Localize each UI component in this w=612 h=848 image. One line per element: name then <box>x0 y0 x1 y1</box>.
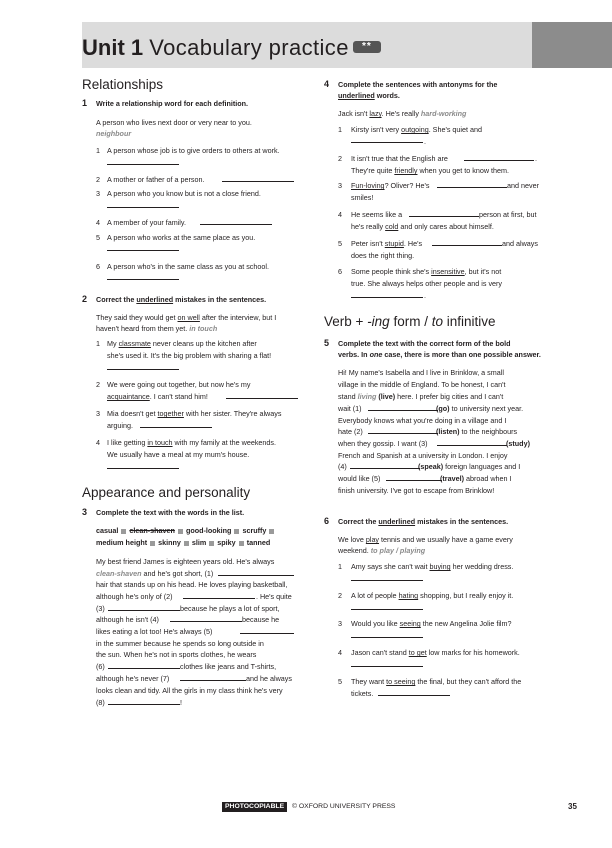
answer-line[interactable] <box>378 695 450 696</box>
text-line: in the summer because he spends so long outside in <box>96 639 264 648</box>
text-line: clothes like jeans and T-shirts, <box>180 662 277 671</box>
answer-line[interactable] <box>351 637 423 638</box>
item-number: 2 <box>96 175 100 184</box>
text-line: (4) <box>338 462 347 471</box>
item-text-cont: person at first, but <box>479 210 537 219</box>
exercise-number: 5 <box>324 338 330 348</box>
answer-line[interactable] <box>351 297 423 298</box>
text-line: although he's only of (2) <box>96 592 173 601</box>
text-line: (listen) to the neighbours <box>436 427 518 436</box>
item-text: Some people think she's insensitive, but it's not <box>351 267 502 276</box>
item-number: 5 <box>96 233 100 242</box>
text-line: would like (5) <box>338 474 381 483</box>
answer-line-4[interactable] <box>170 621 242 622</box>
exercise-number: 1 <box>82 98 88 108</box>
item-text: Mia doesn't get together with her sister. They're always <box>107 409 282 418</box>
text-line: hate (2) <box>338 427 363 436</box>
example-sentence: They said they would get on well after the interview, but I <box>96 313 277 322</box>
item-number: 6 <box>96 262 100 271</box>
answer-line[interactable] <box>107 164 179 165</box>
item-number: 2 <box>96 380 100 389</box>
item-text: Fun-loving? Oliver? He's <box>351 181 430 190</box>
answer-line[interactable] <box>107 207 179 208</box>
answer-line[interactable] <box>140 427 212 428</box>
example-sentence-cont: haven't heard from them yet. in touch <box>96 324 218 333</box>
unit-title <box>82 36 381 60</box>
text-line: although he's never (7) <box>96 674 170 683</box>
text-line: stand living (live) here. I prefer big cities and I can't <box>338 392 504 401</box>
item-text-cont: They're quite friendly when you get to know them. <box>351 166 509 175</box>
text-line: (speak) foreign languages and I <box>418 462 521 471</box>
exercise-instruction-cont: verbs. In one case, there is more than one possible answer. <box>338 350 541 359</box>
text-line: village in the middle of England. To be honest, I can't <box>338 380 506 389</box>
item-number: 4 <box>338 210 342 219</box>
section-title-verb-forms: Verb + -ing form / to infinitive <box>324 314 496 329</box>
item-text: A mother or father of a person. <box>107 175 205 184</box>
answer-line-8[interactable] <box>108 704 180 705</box>
example-answer: to play / playing <box>370 546 426 555</box>
item-text-cont: true. She always helps other people and is very <box>351 279 503 288</box>
answer-line[interactable] <box>351 666 423 667</box>
item-text: I like getting in touch with my family at the weekends. <box>107 438 277 447</box>
answer-line[interactable] <box>222 181 294 182</box>
exercise-instruction: Complete the sentences with antonyms for the <box>338 80 498 89</box>
text-line: (3) <box>96 604 105 613</box>
level-badge: ** <box>353 41 381 53</box>
item-text-cont: arguing. <box>107 421 133 430</box>
item-text: A member of your family. <box>107 218 186 227</box>
exercise-instruction: Correct the underlined mistakes in the sentences. <box>338 517 509 526</box>
answer-line[interactable] <box>432 245 502 246</box>
text-line: (6) <box>96 662 105 671</box>
item-text: They want to seeing the final, but they can't afford the <box>351 677 522 686</box>
page-number: 35 <box>568 802 577 811</box>
answer-line-1[interactable] <box>368 410 438 411</box>
example-answer: neighbour <box>96 129 132 138</box>
item-number: 1 <box>96 339 100 348</box>
item-number: 5 <box>338 239 342 248</box>
answer-line[interactable] <box>351 580 423 581</box>
answer-line[interactable] <box>437 187 507 188</box>
text-line: ! <box>180 698 182 707</box>
exercise-instruction: Write a relationship word for each definition. <box>96 99 249 108</box>
answer-line-2[interactable] <box>183 598 255 599</box>
text-line: finish university. I've got to escape from Brinklow! <box>338 486 495 495</box>
exercise-number: 3 <box>82 507 88 517</box>
text-line: My best friend James is eighteen years old. He's always <box>96 557 275 566</box>
answer-line[interactable] <box>464 160 534 161</box>
answer-line-3[interactable] <box>108 610 180 611</box>
item-text: A person who works at the same place as you. <box>107 233 256 242</box>
item-text: My classmate never cleans up the kitchen after <box>107 339 257 348</box>
item-text: A lot of people hating shopping, but I really enjoy it. <box>351 591 514 600</box>
text-line: hair that stands up on his head. He loves playing basketball, <box>96 580 288 589</box>
answer-line-5[interactable] <box>240 633 294 634</box>
item-number: 4 <box>338 648 342 657</box>
item-number: 5 <box>338 677 342 686</box>
example-sentence: A person who lives next door or very near to you. <box>96 118 252 127</box>
item-text-cont: and always <box>502 239 538 248</box>
item-text-cont: We usually have a meal at my mum's house. <box>107 450 250 459</box>
text-line: (go) to university next year. <box>436 404 524 413</box>
item-text: Jason can't stand to get low marks for his homework. <box>351 648 520 657</box>
unit-title-text: Vocabulary practice <box>149 35 349 60</box>
photocopiable-label: PHOTOCOPIABLE <box>222 802 287 812</box>
item-number: 2 <box>338 591 342 600</box>
exercise-instruction-cont: underlined words. <box>338 91 400 100</box>
text-line: when they gossip. I want (3) <box>338 439 428 448</box>
word-list-cont: medium height skinny slim spiky tanned <box>96 538 271 547</box>
example-sentence: We love play tennis and we usually have a game every <box>338 535 513 544</box>
exercise-number: 4 <box>324 79 330 89</box>
item-text: Peter isn't stupid. He's <box>351 239 423 248</box>
answer-line[interactable] <box>107 279 179 280</box>
item-text-cont: acquaintance. I can't stand him! <box>107 392 208 401</box>
unit-number: Unit 1 <box>82 35 144 60</box>
exercise-number: 6 <box>324 516 330 526</box>
item-text: Kirsty isn't very outgoing. She's quiet and <box>351 125 483 134</box>
publisher-credit: © OXFORD UNIVERSITY PRESS <box>292 803 396 810</box>
answer-line[interactable] <box>226 398 298 399</box>
answer-line-2[interactable] <box>368 433 438 434</box>
item-text: Would you like seeing the new Angelina Jolie film? <box>351 619 512 628</box>
item-text-cont: and never <box>507 181 539 190</box>
exercise-instruction: Complete the text with the correct form of the bold <box>338 339 511 348</box>
text-line: clean-shaven and he's got short, (1) <box>96 569 214 578</box>
text-line: . He's quite <box>256 592 292 601</box>
answer-line[interactable] <box>107 468 179 469</box>
item-number: 1 <box>338 562 342 571</box>
item-number: 2 <box>338 154 342 163</box>
answer-line[interactable] <box>107 250 179 251</box>
exercise-instruction: Complete the text with the words in the list. <box>96 508 245 517</box>
text-line: the sun. When he's not in sports clothes, he wears <box>96 650 257 659</box>
item-text: It isn't true that the English are <box>351 154 448 163</box>
item-text: A person who you know but is not a close friend. <box>107 189 261 198</box>
text-line: although he isn't (4) <box>96 615 159 624</box>
item-text: A person who's in the same class as you at school. <box>107 262 269 271</box>
unit-header-tab <box>532 22 612 68</box>
answer-line-4[interactable] <box>350 468 420 469</box>
example-sentence-cont: weekend. to play / playing <box>338 546 426 555</box>
answer-line-6[interactable] <box>108 668 180 669</box>
text-line: because he <box>242 615 280 624</box>
item-text: He seems like a <box>351 210 403 219</box>
item-text-cont: tickets. <box>351 689 374 698</box>
answer-line[interactable] <box>409 216 479 217</box>
answer-line[interactable] <box>107 369 179 370</box>
text-line: and he always <box>246 674 292 683</box>
item-number: 3 <box>96 189 100 198</box>
item-number: 1 <box>96 146 100 155</box>
answer-line-3[interactable] <box>437 445 507 446</box>
item-text: We were going out together, but now he's my <box>107 380 251 389</box>
item-text-cont: smiles! <box>351 193 374 202</box>
answer-line[interactable] <box>351 142 423 143</box>
exercise-instruction: Correct the underlined mistakes in the sentences. <box>96 295 267 304</box>
text-line: likes eating a lot too! He's always (5) <box>96 627 213 636</box>
example-answer: hard-working <box>420 109 467 118</box>
text-line: French and Spanish at a university in London. I enjoy <box>338 451 508 460</box>
item-text-cont: he's really cold and only cares about himself. <box>351 222 494 231</box>
item-text: Amy says she can't wait buying her wedding dress. <box>351 562 514 571</box>
text-line: (study) <box>506 439 530 448</box>
text-line: (travel) abroad when I <box>440 474 512 483</box>
item-text-cont: does the right thing. <box>351 251 415 260</box>
item-number: 1 <box>338 125 342 134</box>
example-sentence: Jack isn't lazy. He's really hard-working <box>338 109 467 118</box>
answer-line[interactable] <box>351 609 423 610</box>
example-answer: in touch <box>189 324 218 333</box>
answer-line-5[interactable] <box>386 480 442 481</box>
answer-line[interactable] <box>200 224 272 225</box>
item-number: 4 <box>96 438 100 447</box>
answer-line-1[interactable] <box>218 575 294 576</box>
item-number: 3 <box>338 619 342 628</box>
item-text: A person whose job is to give orders to others at work. <box>107 146 280 155</box>
text-line: Hi! My name's Isabella and I live in Brinklow, a small <box>338 368 504 377</box>
word-list: casual clean-shaven good-looking scruffy <box>96 525 277 537</box>
exercise-number: 2 <box>82 294 88 304</box>
section-title-relationships: Relationships <box>82 77 164 92</box>
section-title-appearance: Appearance and personality <box>82 485 251 500</box>
item-text-cont: she's used it. It's the big problem with sharing a flat! <box>107 351 272 360</box>
item-number: 3 <box>96 409 100 418</box>
text-line: (8) <box>96 698 105 707</box>
item-number: 3 <box>338 181 342 190</box>
item-number: 4 <box>96 218 100 227</box>
text-line: Everybody knows what you're doing in a village and I <box>338 416 507 425</box>
item-number: 6 <box>338 267 342 276</box>
text-line: looks clean and tidy. All the girls in my class think he's very <box>96 686 283 695</box>
text-line: wait (1) <box>338 404 362 413</box>
answer-line-7[interactable] <box>180 680 246 681</box>
text-line: because he plays a lot of sport, <box>180 604 280 613</box>
